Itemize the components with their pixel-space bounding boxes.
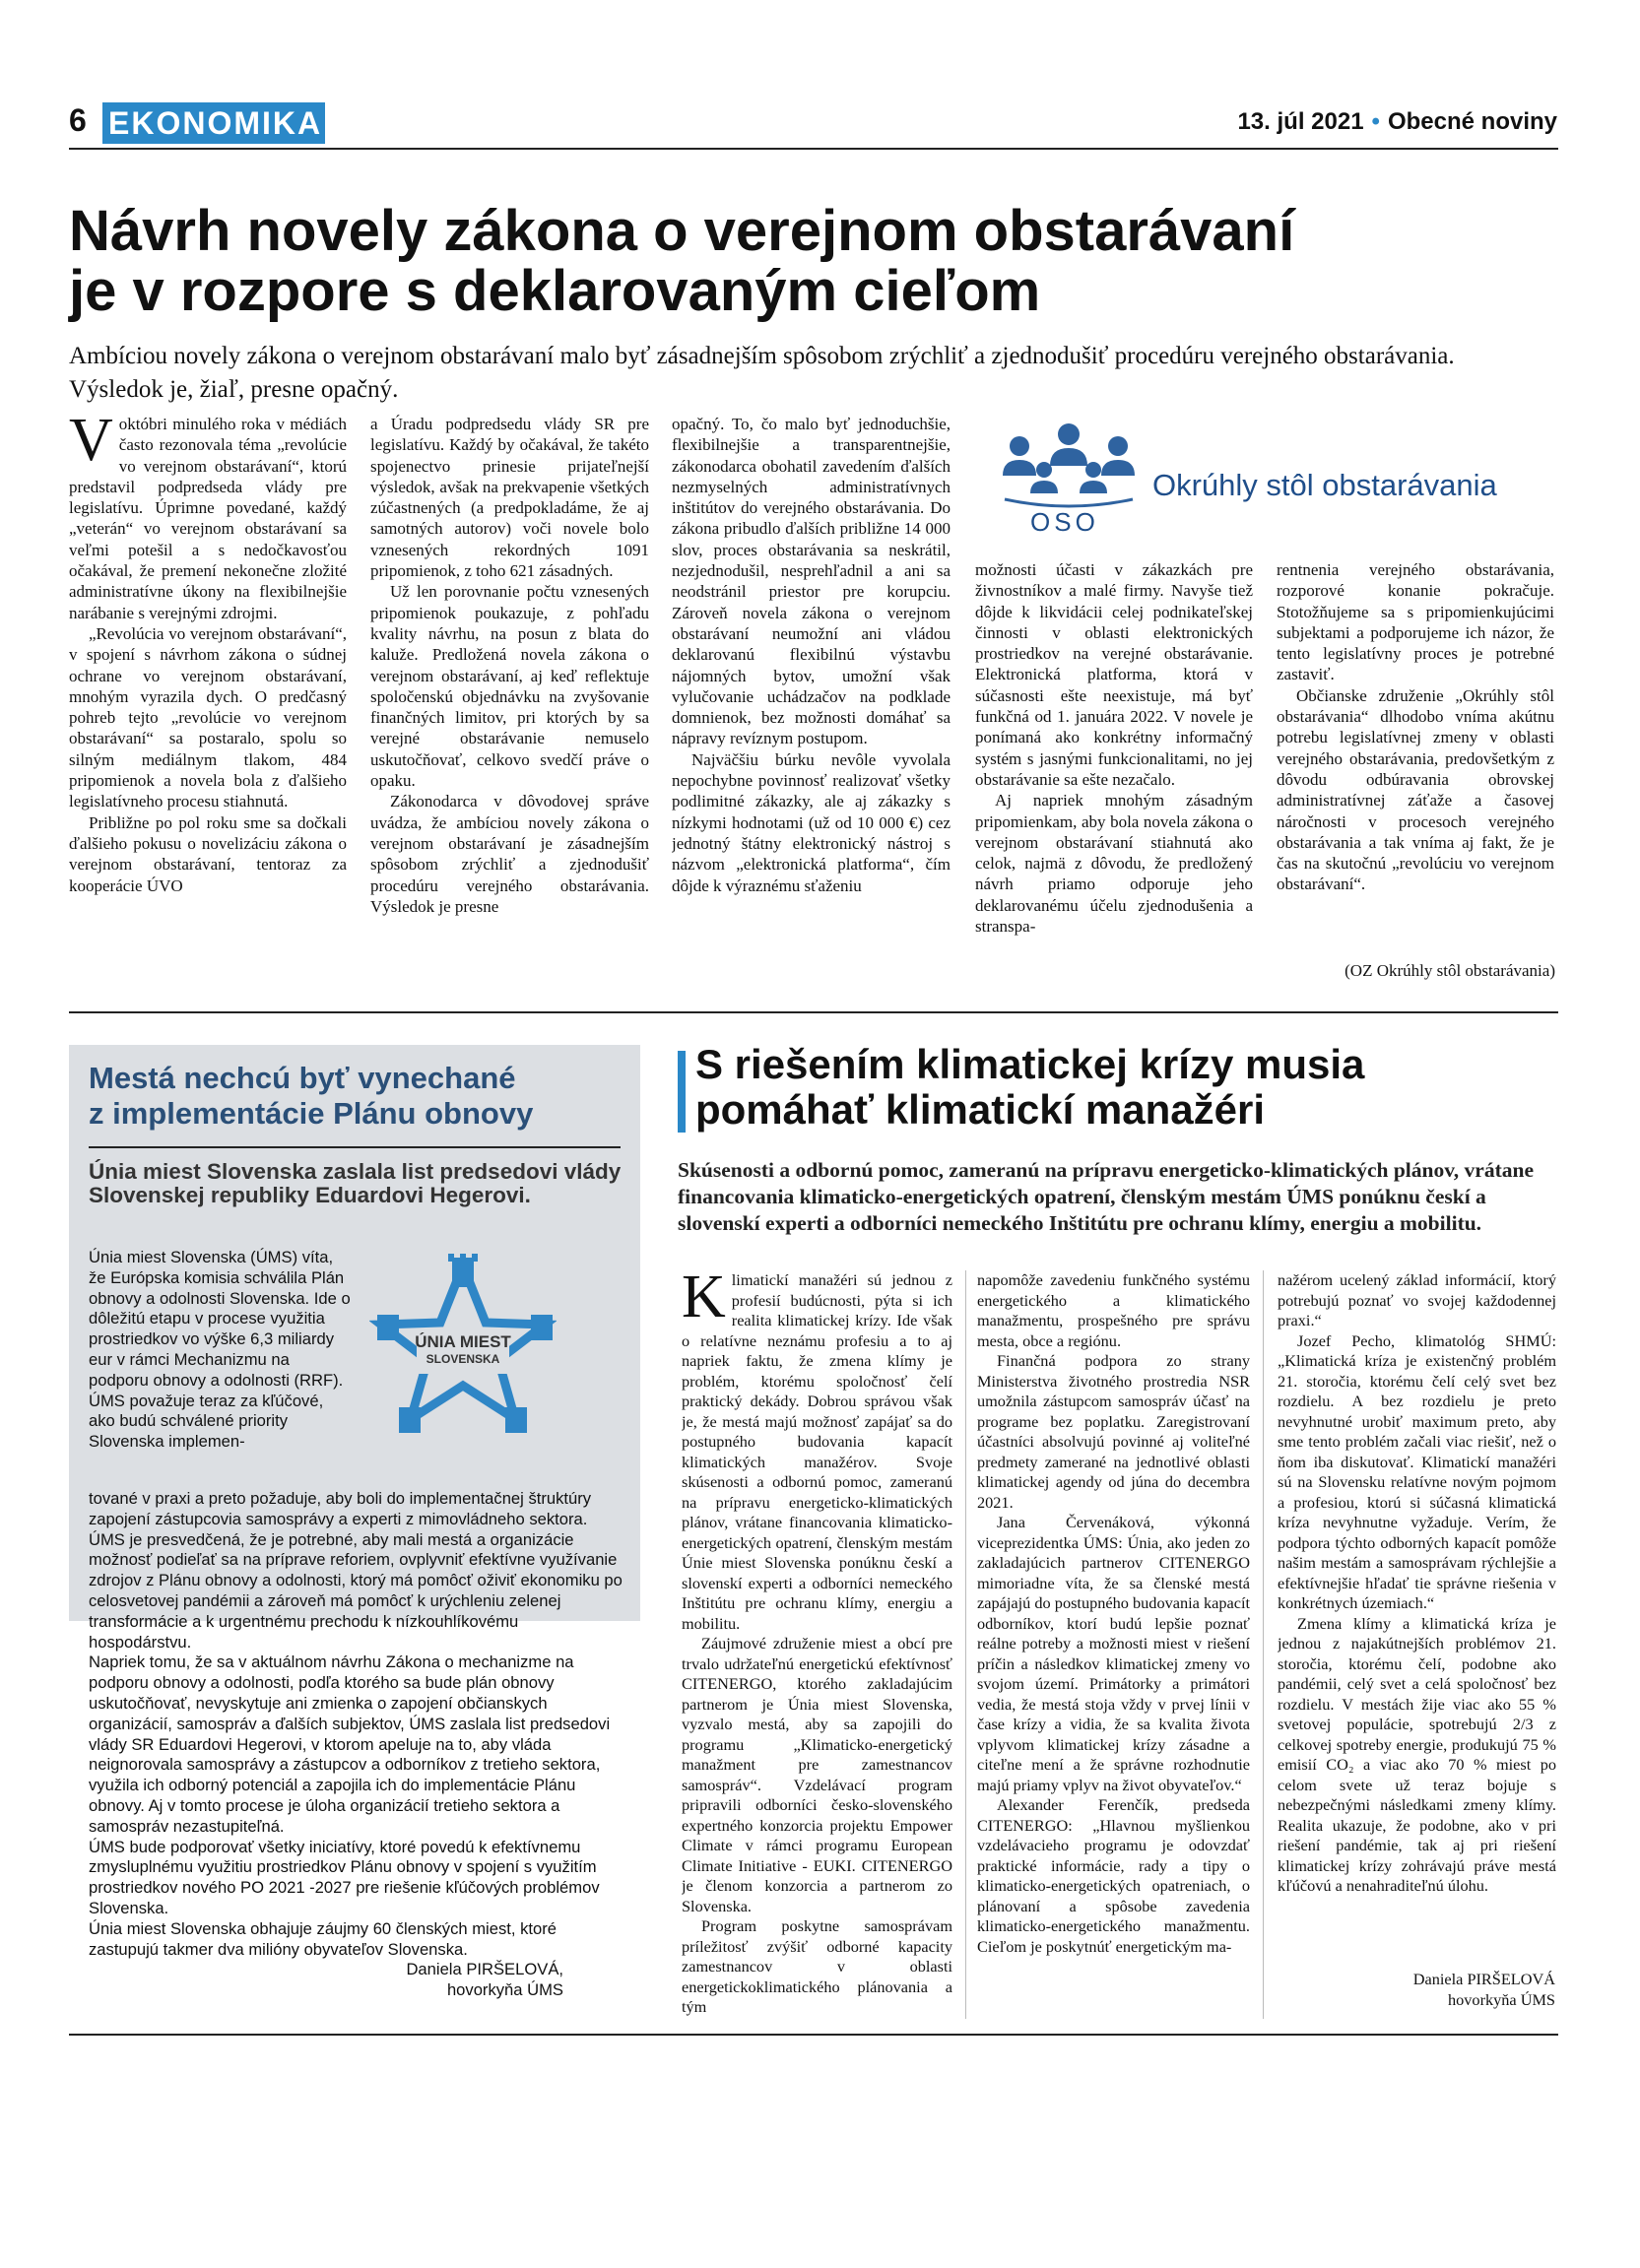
article2-col1-p1: Klimatickí manažéri sú jednou z profesií budúcnosti, pýta si ich realita klimatickej krízy. Ide však o relatívne neznámu profesiu a to aj napriek faktu, že zmena klímy je problém, ktorému spoločnosť čelí praktický dekády. Dobrou správou však je, že mestá majú možnosť zapájať sa do postupného budovania kapacít klimatických manažérov. Svoje skúsenosti a odbornú pomoc, zameranú na prípravu energeticko-klimatických plánov, vrátane financovania klimaticko-energetických opatrení, členským mestám Únie miest Slovenska ponúknu českí a slovenskí experti a odborníci nemeckého Inštitútu pre ochranu klímy, energiu a mobilitu. xyxy=(682,1270,952,1633)
article1-col1-p2: „Revolúcia vo verejnom obstarávaní“, v spojení s návrhom zákona o súdnej ochrane vo verejnom obstarávaní, mnohým vyrazila dych. O predčasný pohreb tejto „revolúcie vo verejnom obstarávaní“ sa postaralo, spolu so silným mediálnym tlakom, 484 pripomienok a novela bola z ďalšieho legislatívneho procesu stiahnutá. xyxy=(69,623,347,811)
article1-col5-p2: Občianske združenie „Okrúhly stôl obstarávania“ dlhodobo vníma akútnu potrebu legislatívnej zmeny v oblasti verejného obstarávania, predovšetkým z dôvodu odbúravania obrovskej administratívnej záťaže a časovej náročnosti v procesoch verejného obstarávania a tak vníma aj fakt, že je čas na skutočnú „revolúciu vo verejnom obstarávaní“. xyxy=(1277,685,1554,894)
sidebar-sig-name: Daniela PIRŠELOVÁ, xyxy=(406,1960,563,1979)
article1-col4-p2: Aj napriek mnohým zásadným pripomienkam, aby bola novela zákona o verejnom obstarávaní stiahnutá ako celok, najmä z dôvodu, že predložený návrh priamo odporuje jeho deklarovanému účelu zjednodušenia a stranspa- xyxy=(975,791,1253,937)
sidebar-body xyxy=(89,1489,623,2001)
page-number: 6 xyxy=(69,102,87,138)
article2-title-line2: pomáhať klimatickí manažéri xyxy=(695,1086,1266,1133)
article1-col2-p2: Už len porovnanie počtu vznesených pripomienok poukazuje, z pohľadu kvality návrhu, na posun z blata do kaluže. Predložená novela zákona o verejnom obstarávaní, aj keď reflektuje spoločenskú objednávku na zvyšovanie finančných limitov, pri ktorých by sa verejné obstarávanie nemuselo uskutočňovať, celkovo svedčí práve o opaku. xyxy=(370,582,649,791)
article1-col1-p3: Približne po pol roku sme sa dočkali ďalšieho pokusu o novelizáciu zákona o verejnom obstarávaní, tentoraz za kooperácie ÚVO xyxy=(69,812,347,895)
article2-title xyxy=(695,1042,1562,1133)
masthead-info xyxy=(1237,108,1557,136)
article2-col2-p4: Alexander Ferenčík, predseda CITENERGO: „Hlavnou myšlienkou vzdelávacieho programu je odovzdať praktické informácie, rady a tipy o klimaticko-energetických opatreniach, o plánovaní a spôsobe zavedenia klimaticko-energetického manažmentu. Cieľom je poskytnúť energetickým ma- xyxy=(977,1795,1250,1956)
article1-column-4 xyxy=(975,559,1253,985)
article1-title-line2: je v rozpore s deklarovaným cieľom xyxy=(69,258,1041,323)
logo-text-line2: SLOVENSKA xyxy=(426,1352,500,1366)
sidebar-body-p3: ÚMS bude podporovať všetky iniciatívy, ktoré povedú k efektívnemu zmysluplnému využitiu prostriedkov Plánu obnovy v spojení s využitím prostriedkov nového PO 2021 -2027 pre riešenie kľúčových problémov Slovenska. xyxy=(89,1837,600,1917)
article2-col3-p2: Jozef Pecho, klimatológ SHMÚ: „Klimatická kríza je existenčný problém 21. storočia, ktorému čelí celý svet bez rozdielu. A bez rozdielu je preto nevyhnutné urobiť maximum preto, aby sme tento problém začali viac riešiť, než o ňom iba diskutovať. Klimatickí manažéri sú na Slovensku relatívne novým pojmom a profesiou, ktorú si súčasná klimatická kríza nevyhnutne vyžaduje. Verím, že podpora týchto odborných kapacít pomôže našim mestám a samosprávam rýchlejšie a efektívnejšie hľadať tie správne riešenia v konkrétnych územiach.“ xyxy=(1278,1330,1556,1612)
masthead-rule xyxy=(69,148,1558,150)
article1-title-line1: Návrh novely zákona o verejnom obstarávaní xyxy=(69,199,1295,263)
article1-column-2 xyxy=(370,414,649,985)
article1-col2-p1: a Úradu podpredsedu vlády SR pre legislatívu. Každý by očakával, že takéto spojenectvo prinesie prijateľnejší výsledok, avšak na prekvapenie všetkých zúčastnených (a predpokladáme, že aj samotných autorov) voči novele bolo vznesených rekordných 1091 pripomienok, z toho 621 zásadných. xyxy=(370,415,649,581)
oso-logo xyxy=(995,419,1556,537)
column-rule-2 xyxy=(1263,1270,1264,2019)
article2-col3-p3: Zmena klímy a klimatická kríza je jednou z najakútnejších problémov 21. storočia, ktorému čelí, podobne ako pandémii, celý svet a celá spoločnosť bez rozdielu. V mestách žije viac ako 55 % svetovej populácie, spotrebujú 2/3 z celkovej spotreby energie, produkujú 75 % emisií CO₂ a viac ako 70 % miest po celom svete už teraz bojuje s nebezpečnými následkami zmeny klímy. Realita ukazuje, že podobne, ako v pri riešení pandémie, tak aj pri riešení klimatickej krízy zohrávajú práve mestá kľúčovú a nenahraditeľnú úlohu. xyxy=(1278,1613,1556,1895)
paper-name: Obecné noviny xyxy=(1387,108,1557,135)
sidebar-title-line1: Mestá nechcú byť vynechané xyxy=(89,1061,516,1095)
section-divider xyxy=(69,1011,1558,1013)
article2-accent-bar xyxy=(678,1051,686,1133)
unia-miest-logo xyxy=(369,1254,557,1441)
article2-sig-role: hovorkyňa ÚMS xyxy=(1448,1989,1555,2009)
sidebar-body-p1: tované v praxi a preto požaduje, aby boli do implementačnej štruktúry zapojení zástupcovia samosprávy a experti z mimovládneho sektora. ÚMS je presvedčená, že je potrebné, aby mali mestá a organizácie možnosť podieľať sa na príprave reforiem, ovplyvniť efektívne využívanie zdrojov z Plánu obnovy a odolnosti, ktorý má pomôcť oživiť ekonomiku po celosvetovej pandémii a zároveň má pomôcť k urýchleniu zelenej transformácie a k urgentnému prechodu k nízkouhlíkovému hospodárstvu. xyxy=(89,1489,623,1652)
article2-col2-p3: Jana Červenáková, výkonná viceprezidentka ÚMS: Únia, ako jeden zo zakladajúcich partnerov CITENERGO mimoriadne víta, že sa členské mestá zapájajú do postupného budovania kapacít odborníkov, ktorí budú lepšie poznať reálne potreby a možnosti miest v riešení príčin a následkov klimatickej zmeny vo svojom území. Primátorky a primátori vedia, že mestá stoja vždy v prvej línii v čase krízy a vidia, že sa kvalita života vplyvom klimatickej krízy zásadne a citeľne mení a že správne rozhodnutie majú priamy vplyv na život obyvateľov.“ xyxy=(977,1513,1250,1794)
article1-col1-p1: Voktóbri minulého roka v médiách často rezonovala téma „revolúcie vo verejnom obstarávaní“, ktorú predstavil podpredseda vlády pre legislatívu. Úprimne povedané, každý „veterán“ vo verejnom obstarávaní sa veľmi potešil a s nedočkavosťou očakával, že premení nekonečne zložité administratívne úkony na flexibilnejšie narábanie s verejnými zdrojmi. xyxy=(69,414,347,622)
article1-dropcap: V xyxy=(69,414,113,474)
oso-name: Okrúhly stôl obstarávania xyxy=(1152,468,1497,502)
oso-abbr: OSO xyxy=(1030,507,1099,537)
article2-col1-p3: Program poskytne samosprávam príležitosť zvýšiť odborné kapacity zamestnancov v oblasti energetickoklimatického plánovania a tým xyxy=(682,1916,952,2016)
article1-lead: Ambíciou novely zákona o verejnom obstarávaní malo byť zásadnejším spôsobom zrýchliť a zjednodušiť procedúru verejného obstarávania. Výsledok je, žiaľ, presne opačný. xyxy=(69,343,1455,403)
article1-column-3 xyxy=(672,414,951,985)
article2-column-2 xyxy=(977,1270,1250,2024)
sidebar-title-line2: z implementácie Plánu obnovy xyxy=(89,1096,534,1131)
article2-col2-p2: Finančná podpora zo strany Ministerstva životného prostredia NSR umožnila zástupcom samospráv účasť na programe bez poplatku. Zaregistrovaní účastníci absolvujú povinné aj voliteľné predmety zamerané na jednotlivé oblasti klimatickej agendy od júna do decembra 2021. xyxy=(977,1351,1250,1512)
article1-col4-p1: možnosti účasti v zákazkách pre živnostníkov a malé firmy. Navyše tiež dôjde k likvidácii celej podnikateľskej činnosti v oblasti elektronických prostriedkov na verejné obstarávanie. Elektronická platforma, ktorá v súčasnosti ešte neexistuje, má byť funkčná od 1. januára 2022. V novele je ponímaná ako konkrétny informačný systém s jasnými funkcionalitami, no jej obstarávanie sa ešte nezačalo. xyxy=(975,560,1253,789)
article1-col3-p1: opačný. To, čo malo byť jednoduchšie, flexibilnejšie a transparentnejšie, zákonodarca obohatil zavedením ďalších nezmyselných administratívnych inštitútov do verejného obstarávania. Do zákona pribudlo ďalších približne 14 000 slov, proces obstarávania sa neskrátil, nezjednodušil, nesprehľadnil a ani sa neodstránil priestor pre korupciu. Zároveň novela zákona o verejnom obstarávaní neumožní ani vládou deklarovanú flexibilnú výstavbu nájomných bytov, umožní však vylučovanie uchádzačov na podklade domnienok, bez možnosti domáhať sa nápravy revíznym postupom. xyxy=(672,415,951,748)
article1-signature: (OZ Okrúhly stôl obstarávania) xyxy=(1345,961,1555,980)
article2-signature xyxy=(1413,1970,1555,2011)
sidebar-intro: Únia miest Slovenska (ÚMS) víta, že Európska komisia schválila Plán obnovy a odolnosti Slovenska. Ide o dôležitú etapu v procese využitia prostriedkov vo výške 6,3 miliardy eur v rámci Mechanizmu na podporu obnovy a odolnosti (RRF). ÚMS považuje teraz za kľúčové, ako budú schválené priority Slovenska implemen- xyxy=(89,1248,351,1452)
column-rule-1 xyxy=(965,1270,966,2019)
article2-column-1 xyxy=(682,1270,952,2024)
article2-sig-name: Daniela PIRŠELOVÁ xyxy=(1412,1970,1555,1988)
article1-column-1 xyxy=(69,414,347,985)
article2-col1-p2: Záujmové združenie miest a obcí pre trvalo udržateľnú energetickú efektívnosť CITENERGO, ktorého zakladajúcim partnerom je Únia miest Slovenska, vyzvalo mestá, aby sa zapojili do programu „Klimaticko-energetický manažment pre zamestnancov samospráv“. Vzdelávací program pripravili odborníci česko-slovenského expertného konzorcia projektu Empower Climate v rámci programu European Climate Initiative - EUKI. CITENERGO je členom konzorcia a partnerom zo Slovenska. xyxy=(682,1634,952,1915)
article2-column-3 xyxy=(1278,1270,1556,1920)
footer-rule xyxy=(69,2034,1558,2036)
sidebar-body-p4: Únia miest Slovenska obhajuje záujmy 60 členských miest, ktoré zastupujú takmer dva milióny obyvateľov Slovenska. xyxy=(89,1918,557,1959)
separator-dot: • xyxy=(1371,108,1380,135)
article2-lead: Skúsenosti a odbornú pomoc, zameranú na prípravu energeticko-klimatických plánov, vrátane financovania klimaticko-energetických opatrení, členským mestám ÚMS ponúknu českí a slovenskí experti a odborníci nemeckého Inštitútu pre ochranu klímy, energiu a mobilitu. xyxy=(678,1158,1535,1235)
article2-col3-p1: nažérom ucelený základ informácií, ktorý potrebujú poznať vo svojej každodennej praxi.“ xyxy=(1278,1270,1556,1329)
issue-date: 13. júl 2021 xyxy=(1237,108,1364,135)
section-label: EKONOMIKA xyxy=(102,102,325,144)
article1-col5-p1: rentnenia verejného obstarávania, rozporové konanie pokračuje. Stotožňujeme sa s pripomienkujúcimi subjektami a podporujeme ich názor, že tento legislatívny proces je potrebné zastaviť. xyxy=(1277,560,1554,684)
article1-col2-p3: Zákonodarca v dôvodovej správe uvádza, že ambíciou novely zákona o verejnom obstarávaní je zásadnejším spôsobom zrýchliť a zjednodušiť procedúru verejného obstarávania. Výsledok je presne xyxy=(370,792,649,916)
logo-text-line1: ÚNIA MIEST xyxy=(415,1332,511,1351)
sidebar-subtitle: Únia miest Slovenska zaslala list predsedovi vlády Slovenskej republiky Eduardovi Hegerovi. xyxy=(89,1159,622,1207)
article2-title-line1: S riešením klimatickej krízy musia xyxy=(695,1041,1365,1087)
article2-dropcap: K xyxy=(682,1270,726,1330)
article2-col2-p1: napomôže zavedeniu funkčného systému energetického a klimatického manažmentu, prospešného pre správu mesta, obce a regiónu. xyxy=(977,1270,1250,1350)
sidebar-sig-role: hovorkyňa ÚMS xyxy=(446,1980,563,2000)
article1-column-5 xyxy=(1277,559,1554,953)
article1-title xyxy=(69,199,1566,323)
sidebar-rule xyxy=(89,1146,621,1148)
sidebar-body-p2: Napriek tomu, že sa v aktuálnom návrhu Zákona o mechanizme na podporu obnovy a odolnosti, podľa ktorého sa bude plán obnovy uskutočňovať, nevyskytuje ani zmienka o zapojení občianskych organizácií, samospráv a ďalších subjektov, ÚMS zaslala list predsedovi vlády SR Eduardovi Hegerovi, v ktorom apeluje na to, aby vláda neignorovala samosprávy a zástupcov a odborníkov z tretieho sektora, využila ich odborný potenciál a zapojila ich do implementácie Plánu obnovy. Aj v tomto procese je úloha organizácií tretieho sektora a samospráv nezastupiteľná. xyxy=(89,1652,611,1836)
sidebar-title xyxy=(89,1061,630,1132)
article1-col3-p2: Najväčšiu búrku nevôle vyvolala nepochybne povinnosť realizovať všetky podlimitné zákazky, ale aj zákazky s nízkymi hodnotami (už od 10 000 €) cez jednotný štátny elektronický nástroj s názvom „elektronická platforma“, čím dôjde k výraznému sťaženiu xyxy=(672,749,951,895)
